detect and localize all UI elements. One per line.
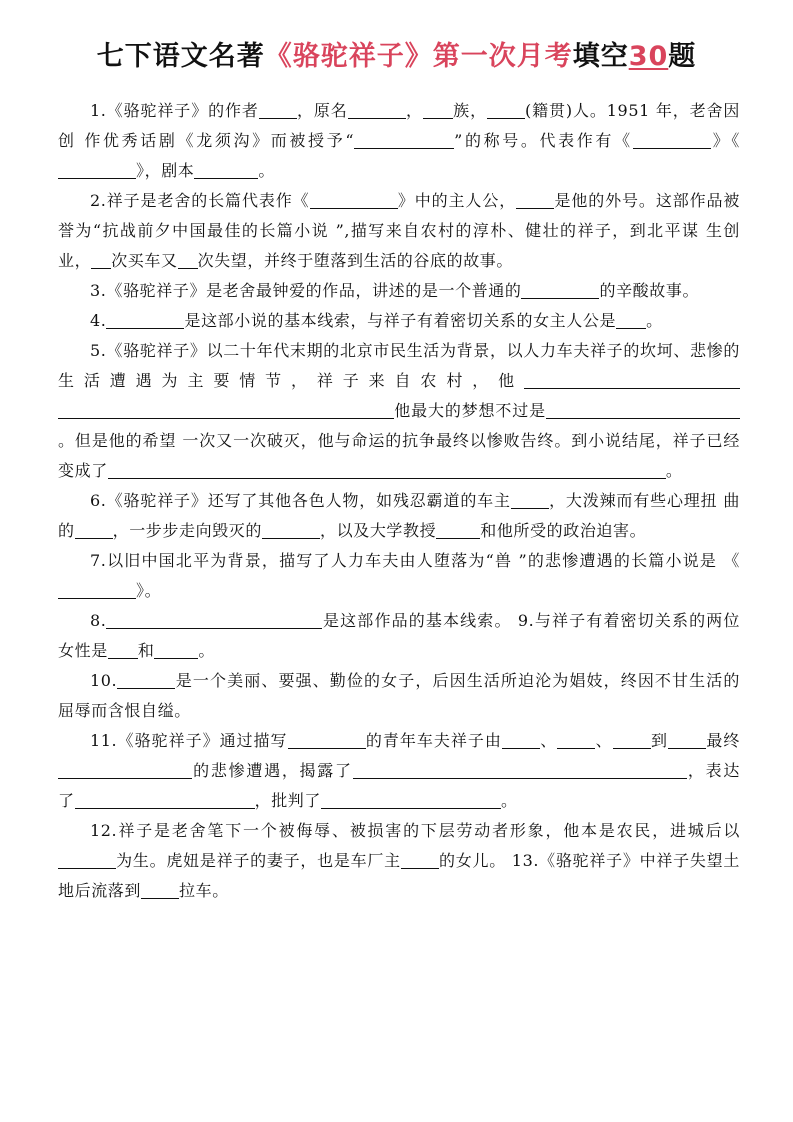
blank[interactable] [354,130,454,149]
blank[interactable] [348,100,406,119]
question-text: 是这部作品的基本线索。 9.与祥子有着密切关系的两位女性是 [58,611,740,660]
page-title [0,34,793,73]
blank[interactable] [91,250,111,269]
question-text: 的辛酸故事。 [599,281,700,300]
blank[interactable] [58,400,394,419]
title-question-count: 30 [628,41,669,72]
question-text: 他最大的梦想不过是 [394,401,546,420]
question-text: 是一个美丽、要强、勤俭的女子，后因生活所迫沦为娼妓，终因不甘生活的 屈辱而含恨自缢。 [58,671,740,720]
title-part-fill: 填空 [572,41,629,72]
question-text: 到 [650,731,669,750]
question-text: ，一步步走向毁灭的 [112,521,263,540]
question-text: ，原名 [296,101,348,120]
blank[interactable] [141,880,179,899]
question-text: 、 [539,731,558,750]
blank[interactable] [616,310,646,329]
blank[interactable] [566,460,666,479]
question-3 [58,276,740,306]
question-text: 6.《骆驼祥子》还写了其他各色人物，如残忍霸道的车主 [90,491,511,510]
question-text: 次买车又 [111,251,178,270]
question-text: ，大泼辣而有些心理扭 曲的 [58,491,740,540]
question-text: 。 [198,641,216,660]
question-text: ”的称号。代表作有《 [454,131,633,150]
title-part-end: 题 [668,41,697,72]
blank[interactable] [154,640,198,659]
question-text: 》中的主人公， [397,191,517,210]
blank[interactable] [262,520,320,539]
question-text: 》《 [710,131,741,150]
blank[interactable] [75,790,255,809]
question-text: 的悲惨遭遇，揭露了 [192,761,353,780]
question-text: 和他所受的政治迫害。 [480,521,647,540]
question-text: 和 [137,641,155,660]
blank[interactable] [629,760,687,779]
question-10 [58,666,740,726]
blank[interactable] [668,730,706,749]
question-text: 是他的外号。这部作品被 誉为“抗战前夕中国最佳的长篇小说 ”,描写来自农村的淳朴、健壮的祥子，到北平谋 生创业， [58,191,741,270]
question-list [58,96,740,906]
blank[interactable] [58,160,136,179]
question-text: 3.《骆驼祥子》是老舍最钟爱的作品，讲述的是一个普通的 [90,281,522,300]
blank[interactable] [58,850,116,869]
blank[interactable] [502,730,540,749]
question-text: 1.《骆驼祥子》的作者 [90,101,259,120]
question-5 [58,336,740,486]
blank[interactable] [702,400,740,419]
question-6 [58,486,740,546]
blank[interactable] [75,520,113,539]
blank[interactable] [436,520,480,539]
blank[interactable] [288,730,366,749]
blank[interactable] [106,610,322,629]
question-text: 8. [90,611,107,630]
question-text: 11.《骆驼祥子》通过描写 [90,731,288,750]
title-part-book: 《骆驼祥子》第一次月考 [264,41,573,72]
question-1 [58,96,740,186]
question-text: 》，剧本 [136,161,195,180]
question-text: 。但是他的希望 一次又一次破灭，他与命运的抗争最终以惨败告终。到小说结尾，祥子已经变成了 [58,431,740,480]
question-text: 5.《骆驼祥子》以二十年代末期的北京市民生活为背景，以人力车夫祥子的坎坷、悲惨的生活遭遇为主要情节，祥子来自农村，他 [58,341,740,390]
blank[interactable] [511,490,549,509]
blank[interactable] [653,130,711,149]
question-text: 为生。虎妞是祥子的妻子，也是车厂主 [116,851,401,870]
blank[interactable] [178,250,198,269]
blank[interactable] [516,190,554,209]
question-text: 最终 [706,731,740,750]
blank[interactable] [259,100,297,119]
blank[interactable] [401,850,439,869]
question-text: ，表达了 [58,761,740,810]
blank[interactable] [117,670,175,689]
blank[interactable] [353,760,629,779]
question-text: 2.祥子是老舍的长篇代表作《 [90,191,310,210]
question-text: 、 [595,731,613,750]
question-7 [58,546,740,606]
question-text: 》。 [136,581,162,600]
blank[interactable] [613,730,651,749]
question-11 [58,726,740,816]
question-text: 拉车。 [179,881,229,900]
blank[interactable] [108,460,566,479]
question-text: 的女儿。 13.《骆驼祥子》中祥子失望土地后流落到 [58,851,740,900]
question-text: 。 [501,791,518,810]
question-12-13 [58,816,740,906]
question-text: 的青年车夫祥子由 [365,731,502,750]
question-2 [58,186,740,276]
question-4 [58,306,740,336]
blank[interactable] [321,790,501,809]
blank[interactable] [58,760,192,779]
blank[interactable] [557,730,595,749]
title-part-grade: 七下语文名著 [96,41,265,72]
blank[interactable] [546,400,702,419]
question-text: 4. [90,311,107,330]
question-text: 是这部小说的基本线索，与祥子有着密切关系的女主人公是 [184,311,617,330]
question-text: (籍贯)人。1951 年，老舍因创 作优秀话剧《龙须沟》而被授予“ [58,101,740,150]
question-text: 10. [90,671,118,690]
question-text: ， [405,101,423,120]
blank[interactable] [194,160,258,179]
question-text: 族， [452,101,487,120]
blank[interactable] [310,190,398,209]
question-text: 次失望，并终于堕落到生活的谷底的故事。 [197,251,514,270]
question-text: 7.以旧中国北平为背景，描写了人力车夫由人堕落为“兽 ”的悲惨遭遇的长篇小说是 《 [90,551,740,570]
question-8-9 [58,606,740,666]
blank[interactable] [108,640,138,659]
blank[interactable] [106,310,184,329]
question-text: 。 [646,311,663,330]
question-text: ，批判了 [254,791,322,810]
question-text: ，以及大学教授 [320,521,437,540]
blank[interactable] [423,100,453,119]
question-text: 。 [258,161,276,180]
blank[interactable] [524,370,740,389]
question-text: 12.祥子是老舍笔下一个被侮辱、被损害的下层劳动者形象，他本是农民，进城后以 [90,821,740,840]
blank[interactable] [633,130,653,149]
blank[interactable] [521,280,599,299]
blank[interactable] [58,580,136,599]
blank[interactable] [487,100,525,119]
question-text: 。 [665,461,683,480]
